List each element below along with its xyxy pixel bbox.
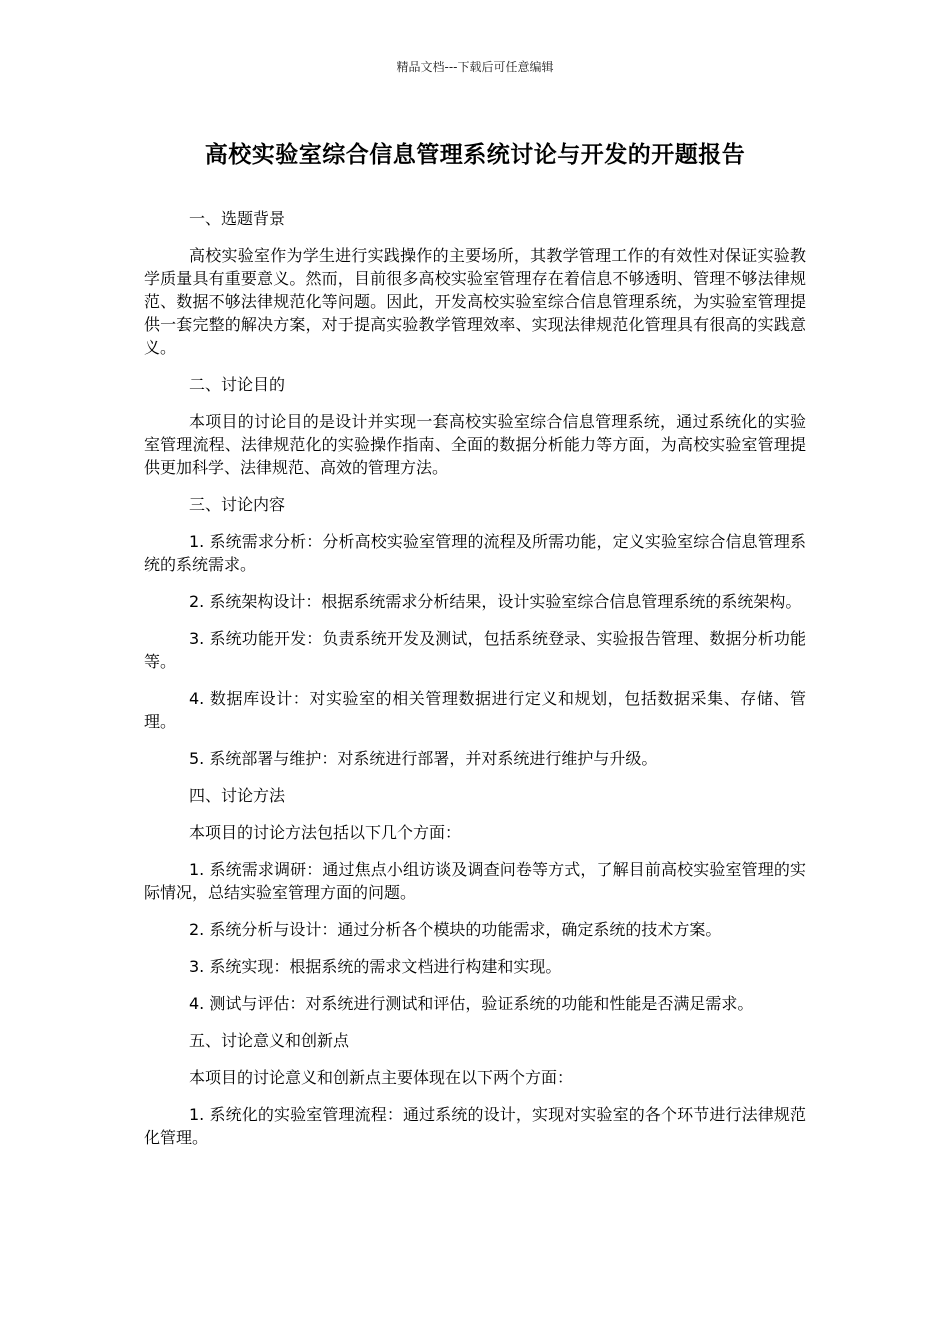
section-heading: 二、讨论目的 [189,375,286,394]
paragraph: 高校实验室作为学生进行实践操作的主要场所，其教学管理工作的有效性对保证实验教学质量具有重要意义。然而，目前很多高校实验室管理存在着信息不够透明、管理不够法律规范、数据不够法律规范化等问题。因此，开发高校实验室综合信息管理系统，为实验室管理提供一套完整的解决方案，对于提高实验教学管理效率、实现法律规范化管理具有很高的实践意义。 [144,246,806,357]
section-significance [144,1029,806,1149]
document-body [144,207,806,1163]
list-item: 4. 数据库设计：对实验室的相关管理数据进行定义和规划，包括数据采集、存储、管理。 [144,689,806,731]
section-heading: 三、讨论内容 [189,495,286,514]
list-item: 5. 系统部署与维护：对系统进行部署，并对系统进行维护与升级。 [189,749,658,768]
page-header: 精品文档---下载后可任意编辑 [396,60,554,74]
list-item: 4. 测试与评估：对系统进行测试和评估，验证系统的功能和性能是否满足需求。 [189,994,754,1013]
paragraph: 本项目的讨论意义和创新点主要体现在以下两个方面： [189,1068,574,1087]
list-item: 3. 系统实现：根据系统的需求文档进行构建和实现。 [189,957,562,976]
section-heading: 一、选题背景 [189,209,286,228]
section-content [144,493,806,770]
paragraph: 本项目的讨论方法包括以下几个方面： [189,823,462,842]
section-purpose [144,373,806,479]
document-title: 高校实验室综合信息管理系统讨论与开发的开题报告 [204,142,746,168]
section-heading: 四、讨论方法 [189,786,286,805]
list-item: 1. 系统需求调研：通过焦点小组访谈及调查问卷等方式，了解目前高校实验室管理的实际情况，总结实验室管理方面的问题。 [144,860,806,902]
paragraph: 本项目的讨论目的是设计并实现一套高校实验室综合信息管理系统，通过系统化的实验室管理流程、法律规范化的实验操作指南、全面的数据分析能力等方面，为高校实验室管理提供更加科学、法律规范、高效的管理方法。 [144,412,806,477]
list-item: 1. 系统需求分析：分析高校实验室管理的流程及所需功能，定义实验室综合信息管理系统的系统需求。 [144,532,806,574]
section-heading: 五、讨论意义和创新点 [189,1031,350,1050]
list-item: 2. 系统架构设计：根据系统需求分析结果，设计实验室综合信息管理系统的系统架构。 [189,592,802,611]
section-methods [144,784,806,1015]
section-background [144,207,806,359]
list-item: 1. 系统化的实验室管理流程：通过系统的设计，实现对实验室的各个环节进行法律规范化管理。 [144,1105,806,1147]
list-item: 2. 系统分析与设计：通过分析各个模块的功能需求，确定系统的技术方案。 [189,920,722,939]
list-item: 3. 系统功能开发：负责系统开发及测试，包括系统登录、实验报告管理、数据分析功能等。 [144,629,806,671]
